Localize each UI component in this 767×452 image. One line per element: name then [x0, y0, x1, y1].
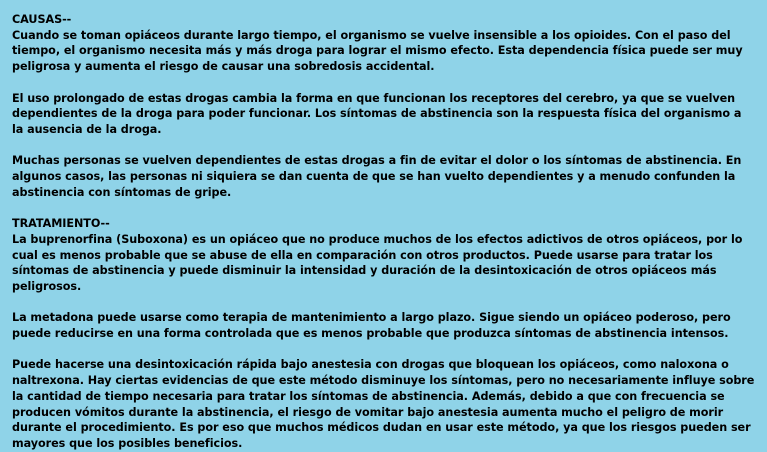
tratamiento-paragraph-2: La metadona puede usarse como terapia de mantenimiento a largo plazo. Sigue siendo un opiáceo poderoso, pero puede reducirse en una forma controlada que es menos probable que produzca síntomas de abstinencia intensos.: [12, 311, 731, 340]
causas-section: [12, 12, 755, 200]
causas-heading: CAUSAS--: [12, 13, 72, 26]
causas-paragraph-1: Cuando se toman opiáceos durante largo tiempo, el organismo se vuelve insensible a los opioides. Con el paso del tiempo, el organismo necesita más y más droga para lograr el mismo efecto. Esta dependencia física puede ser muy peligrosa y aumenta el riesgo de causar una sobredosis accidental.: [12, 28, 743, 74]
causas-paragraph-3: Muchas personas se vuelven dependientes de estas drogas a fin de evitar el dolor o los síntomas de abstinencia. En algunos casos, las personas ni siquiera se dan cuenta de que se han vuelto dependientes y a menudo confunden la abstinencia con síntomas de gripe.: [12, 154, 742, 199]
tratamiento-paragraph-3: Puede hacerse una desintoxicación rápida bajo anestesia con drogas que bloquean los opiáceos, como naloxona o naltrexona. Hay ciertas evidencias de que este método disminuye los síntomas, pero no necesariamente influye sobre la cantidad de tiempo necesaria para tratar los síntomas de abstinencia. Además, debido a que con frecuencia se producen vómitos durante la abstinencia, el riesgo de vomitar bajo anestesia aumenta mucho el peligro de morir durante el procedimiento. Es por eso que muchos médicos dudan en usar este método, ya que los riesgos pueden ser mayores que los posibles beneficios.: [12, 358, 755, 450]
causas-paragraph-2: El uso prolongado de estas drogas cambia la forma en que funcionan los receptores del cerebro, ya que se vuelven dependientes de la droga para poder funcionar. Los síntomas de abstinencia son la respuesta física del organismo a la ausencia de la droga.: [12, 91, 742, 136]
tratamiento-paragraph-1: La buprenorfina (Suboxona) es un opiáceo que no produce muchos de los efectos adictivos de otros opiáceos, por lo cual es menos probable que se abuse de ella en comparación con otros productos. Puede usarse para tratar los síntomas de abstinencia y puede disminuir la intensidad y duración de la desintoxicación de otros opiáceos más peligrosos.: [12, 232, 743, 293]
tratamiento-section: [12, 216, 755, 452]
tratamiento-heading: TRATAMIENTO--: [12, 217, 110, 231]
